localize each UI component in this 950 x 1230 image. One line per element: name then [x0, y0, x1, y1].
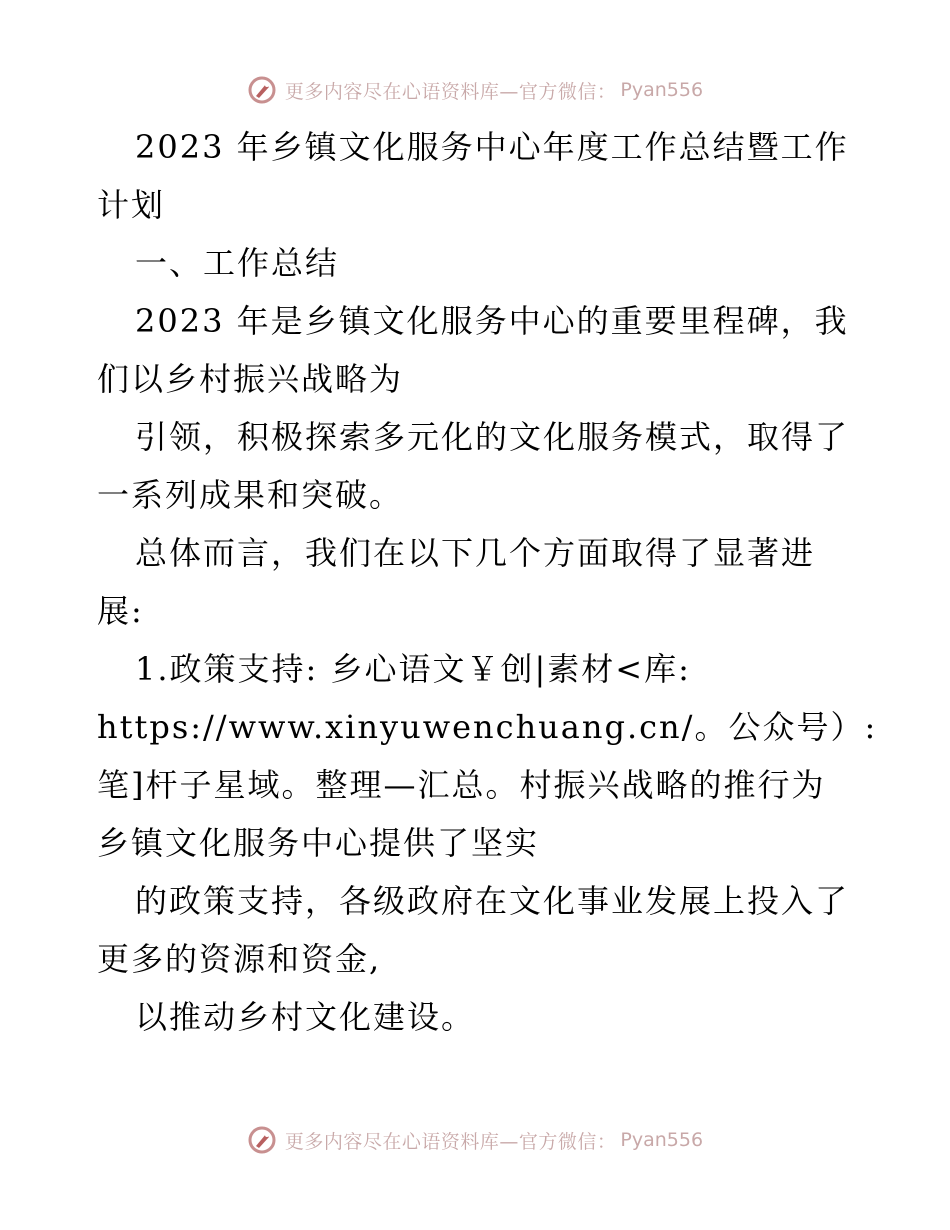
paragraph-line: 一、工作总结 [135, 244, 340, 282]
paragraph-line: 更多的资源和资金, [97, 940, 382, 978]
paragraph-line: 计划 [97, 186, 166, 224]
paragraph-line: 乡镇文化服务中心提供了坚实 [97, 824, 540, 862]
paragraph-line: 2023 年是乡镇文化服务中心的重要里程碑，我 [135, 302, 849, 340]
header-watermark [0, 70, 950, 110]
watermark-text: 更多内容尽在心语资料库—官方微信： [284, 1130, 617, 1153]
paragraph-line: 以推动乡村文化建设。 [135, 998, 476, 1036]
watermark-contact: Pyan556 [620, 1129, 704, 1151]
paragraph-line: 引领，积极探索多元化的文化服务模式，取得了 [135, 418, 850, 456]
paragraph-line: 总体而言，我们在以下几个方面取得了显著进 [135, 534, 816, 572]
paragraph-line: 们以乡村振兴战略为 [97, 360, 404, 398]
paragraph-line: 的政策支持，各级政府在文化事业发展上投入了 [135, 882, 850, 920]
paragraph-line: 1.政策支持: 乡心语文￥创|素材<库: [135, 650, 691, 688]
footer-watermark [0, 1120, 950, 1160]
paragraph-line: 2023 年乡镇文化服务中心年度工作总结暨工作 [135, 128, 849, 166]
paragraph-line: 笔]杆子星域。整理—汇总。村振兴战略的推行为 [97, 766, 826, 804]
paragraph-line: https://www.xinyuwenchuang.cn/。公众号）: [97, 708, 878, 746]
paragraph-line: 展: [97, 592, 144, 630]
paragraph-line: 一系列成果和突破。 [97, 476, 404, 514]
pen-nib-logo-icon [247, 1125, 277, 1155]
watermark-contact: Pyan556 [620, 79, 704, 101]
watermark-text: 更多内容尽在心语资料库—官方微信： [284, 80, 617, 103]
document-body [97, 118, 878, 1046]
pen-nib-logo-icon [247, 75, 277, 105]
